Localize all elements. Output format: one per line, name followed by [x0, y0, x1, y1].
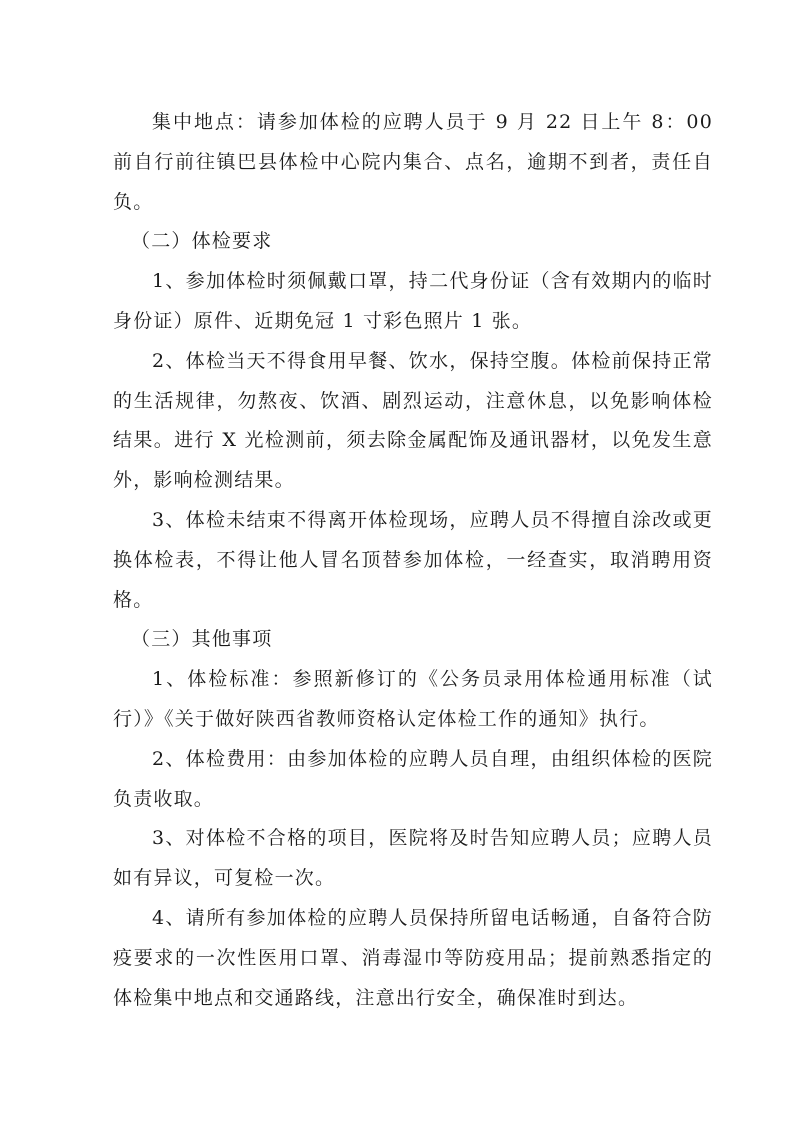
- section-heading-other-matters: （三）其他事项: [131, 628, 273, 651]
- paragraph-other-3: 3、对体检不合格的项目，医院将及时告知应聘人员；应聘人员如有异议，可复检一次。: [113, 827, 713, 890]
- paragraph-requirement-2: 2、体检当天不得食用早餐、饮水，保持空腹。体检前保持正常的生活规律，勿熬夜、饮酒、剧烈运动，注意休息，以免影响体检结果。进行 X 光检测前，须去除金属配饰及通讯器材，以免发生意外，影响检测结果。: [113, 349, 713, 492]
- paragraph-other-1: 1、体检标准：参照新修订的《公务员录用体检通用标准（试行）》《关于做好陕西省教师资格认定体检工作的通知》执行。: [113, 668, 713, 730]
- paragraph-other-2: 2、体检费用：由参加体检的应聘人员自理，由组织体检的医院负责收取。: [113, 747, 713, 810]
- paragraph-assembly-location: 集中地点：请参加体检的应聘人员于 9 月 22 日上午 8：00 前自行前往镇巴县体检中心院内集合、点名，逾期不到者，责任自负。: [113, 111, 713, 213]
- section-heading-exam-requirements: （二）体检要求: [131, 230, 273, 253]
- document-body: [113, 103, 713, 1018]
- paragraph-requirement-3: 3、体检未结束不得离开体检现场，应聘人员不得擅自涂改或更换体检表，不得让他人冒名顶替参加体检，一经查实，取消聘用资格。: [113, 508, 713, 611]
- paragraph-other-4: 4、请所有参加体检的应聘人员保持所留电话畅通，自备符合防疫要求的一次性医用口罩、消毒湿巾等防疫用品；提前熟悉指定的体检集中地点和交通路线，注意出行安全，确保准时到达。: [113, 906, 713, 1009]
- paragraph-requirement-1: 1、参加体检时须佩戴口罩，持二代身份证（含有效期内的临时身份证）原件、近期免冠 1 寸彩色照片 1 张。: [113, 270, 713, 332]
